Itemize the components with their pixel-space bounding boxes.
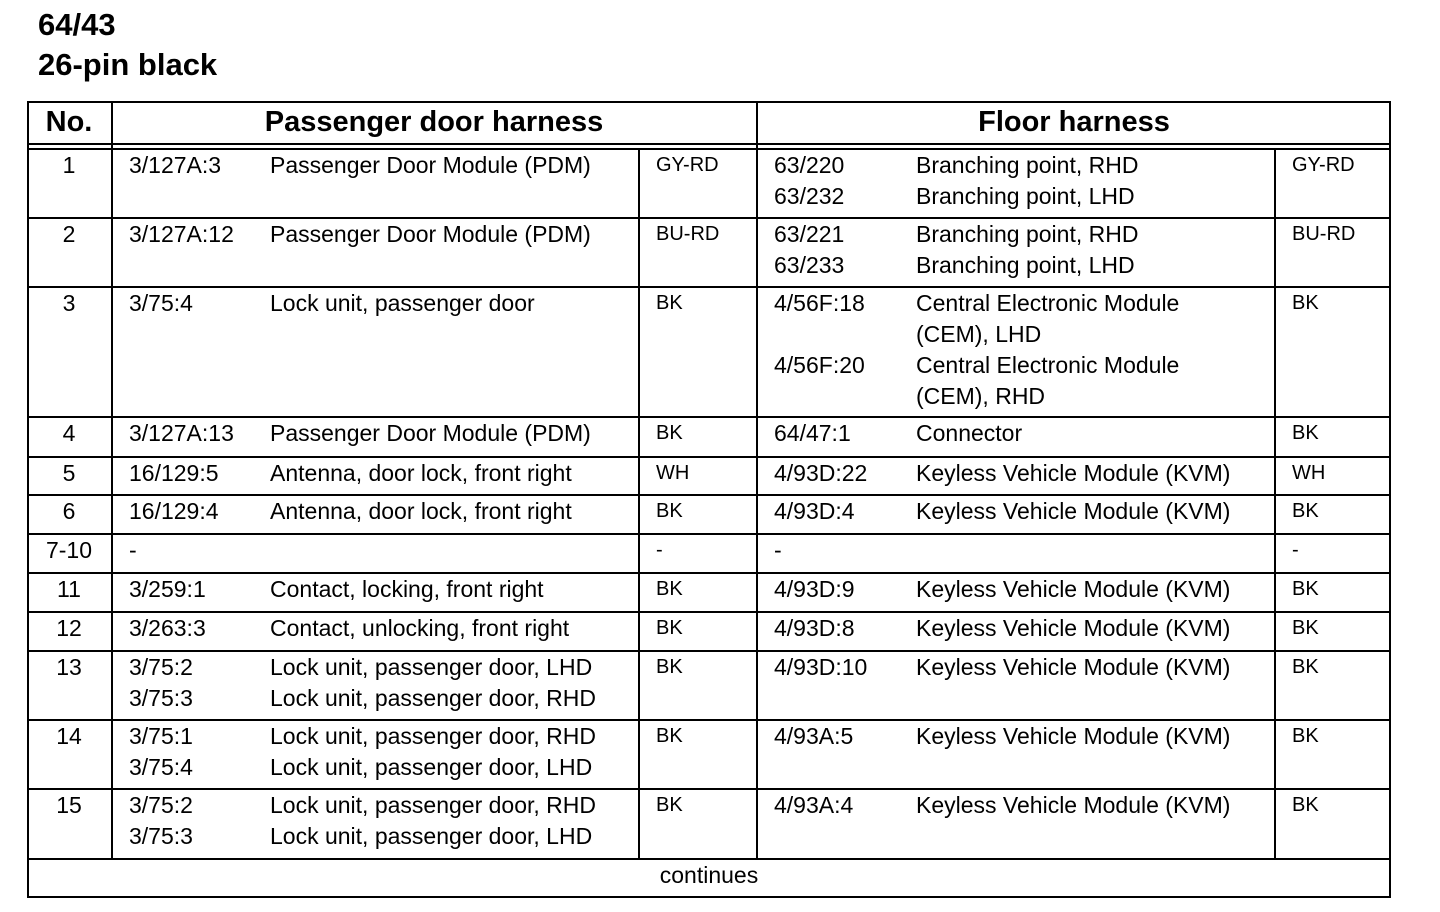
table-footer: continues (659, 862, 759, 888)
connector-description: 26-pin black (38, 47, 218, 82)
footer-rule (27, 858, 1391, 860)
floor-harness-wire-color: WH (1292, 462, 1326, 484)
passenger-door-wire-color: GY-RD (656, 154, 719, 176)
floor-harness-pin: 63/233 (774, 252, 845, 278)
table-border-right (1389, 101, 1391, 898)
floor-harness-wire-color: BK (1292, 617, 1319, 639)
floor-harness-component: Keyless Vehicle Module (KVM) (916, 723, 1231, 749)
pin-number: 5 (62, 460, 76, 486)
passenger-door-wire-color: BK (656, 578, 683, 600)
floor-harness-component: Connector (916, 420, 1023, 446)
passenger-door-pin: 3/75:2 (129, 654, 193, 680)
floor-harness-component: Branching point, LHD (916, 183, 1135, 209)
passenger-door-wire-color: BK (656, 794, 683, 816)
floor-harness-pin: 4/93A:4 (774, 792, 854, 818)
passenger-door-wire-color: BK (656, 500, 683, 522)
passenger-door-wire-color: BK (656, 292, 683, 314)
passenger-door-component: Lock unit, passenger door, LHD (270, 823, 593, 849)
floor-harness-pin: - (774, 537, 782, 563)
pin-number: 7-10 (45, 537, 93, 563)
passenger-door-wire-color: BU-RD (656, 223, 720, 245)
pin-number: 12 (56, 615, 82, 641)
floor-harness-pin: 63/232 (774, 183, 845, 209)
table-border-bottom (27, 896, 1391, 898)
pin-number: 4 (62, 420, 76, 446)
passenger-door-pin: 3/127A:13 (129, 420, 234, 446)
passenger-door-component: Lock unit, passenger door, LHD (270, 754, 593, 780)
floor-harness-pin: 64/47:1 (774, 420, 851, 446)
passenger-door-wire-color: WH (656, 462, 690, 484)
floor-harness-component: Central Electronic Module (916, 352, 1180, 378)
floor-harness-component: (CEM), LHD (916, 321, 1042, 347)
column-divider (638, 149, 640, 859)
floor-harness-pin: 4/56F:18 (774, 290, 865, 316)
passenger-door-component: Passenger Door Module (PDM) (270, 152, 591, 178)
passenger-door-pin: 3/75:4 (129, 754, 193, 780)
column-divider (756, 101, 758, 859)
passenger-door-pin: 16/129:5 (129, 460, 219, 486)
floor-harness-component: Keyless Vehicle Module (KVM) (916, 654, 1231, 680)
passenger-door-component: Lock unit, passenger door, RHD (270, 723, 597, 749)
passenger-door-pin: 3/75:2 (129, 792, 193, 818)
passenger-door-pin: 3/75:4 (129, 290, 193, 316)
floor-harness-pin: 4/93A:5 (774, 723, 854, 749)
passenger-door-component: Contact, unlocking, front right (270, 615, 570, 641)
passenger-door-pin: - (129, 537, 137, 563)
row-divider (27, 286, 1391, 288)
passenger-door-pin: 3/75:3 (129, 685, 193, 711)
passenger-door-wire-color: BK (656, 725, 683, 747)
connector-id: 64/43 (38, 7, 116, 42)
pin-number: 13 (56, 654, 82, 680)
row-divider (27, 533, 1391, 535)
pin-number: 2 (62, 221, 76, 247)
passenger-door-pin: 3/75:1 (129, 723, 193, 749)
floor-harness-wire-color: BK (1292, 578, 1319, 600)
floor-harness-component: Keyless Vehicle Module (KVM) (916, 615, 1231, 641)
passenger-door-component: Lock unit, passenger door, LHD (270, 654, 593, 680)
floor-harness-wire-color: BK (1292, 422, 1319, 444)
passenger-door-wire-color: - (656, 539, 663, 561)
floor-harness-component: (CEM), RHD (916, 383, 1046, 409)
floor-harness-wire-color: BU-RD (1292, 223, 1356, 245)
floor-harness-pin: 4/93D:10 (774, 654, 868, 680)
pinout-table (27, 101, 1391, 898)
table-border-top (27, 101, 1391, 103)
floor-harness-component: Branching point, RHD (916, 221, 1139, 247)
floor-harness-component: Keyless Vehicle Module (KVM) (916, 792, 1231, 818)
floor-harness-pin: 4/56F:20 (774, 352, 865, 378)
passenger-door-component: Contact, locking, front right (270, 576, 544, 602)
passenger-door-pin: 3/259:1 (129, 576, 206, 602)
passenger-door-wire-color: BK (656, 422, 683, 444)
floor-harness-wire-color: BK (1292, 292, 1319, 314)
floor-harness-wire-color: GY-RD (1292, 154, 1355, 176)
floor-harness-wire-color: BK (1292, 500, 1319, 522)
pin-number: 11 (57, 576, 81, 602)
floor-harness-pin: 63/220 (774, 152, 845, 178)
passenger-door-pin: 3/127A:12 (129, 221, 234, 247)
floor-harness-component: Keyless Vehicle Module (KVM) (916, 498, 1231, 524)
floor-harness-pin: 63/221 (774, 221, 845, 247)
floor-harness-wire-color: BK (1292, 656, 1319, 678)
header-rule (27, 143, 1391, 145)
column-header-floor-harness: Floor harness (978, 106, 1170, 138)
floor-harness-wire-color: - (1292, 539, 1299, 561)
floor-harness-component: Keyless Vehicle Module (KVM) (916, 460, 1231, 486)
passenger-door-component: Lock unit, passenger door, RHD (270, 685, 597, 711)
floor-harness-wire-color: BK (1292, 794, 1319, 816)
pin-number: 3 (62, 290, 76, 316)
floor-harness-component: Branching point, LHD (916, 252, 1135, 278)
floor-harness-wire-color: BK (1292, 725, 1319, 747)
floor-harness-component: Central Electronic Module (916, 290, 1180, 316)
passenger-door-wire-color: BK (656, 617, 683, 639)
column-header-no: No. (45, 106, 93, 138)
pin-number: 14 (56, 723, 82, 749)
passenger-door-component: Antenna, door lock, front right (270, 460, 572, 486)
column-divider (1274, 149, 1276, 859)
passenger-door-pin: 3/263:3 (129, 615, 206, 641)
passenger-door-component: Passenger Door Module (PDM) (270, 420, 591, 446)
passenger-door-component: Passenger Door Module (PDM) (270, 221, 591, 247)
pin-number: 15 (56, 792, 82, 818)
passenger-door-pin: 3/127A:3 (129, 152, 222, 178)
floor-harness-component: Branching point, RHD (916, 152, 1139, 178)
column-divider (111, 101, 113, 859)
passenger-door-pin: 16/129:4 (129, 498, 219, 524)
passenger-door-component: Lock unit, passenger door (270, 290, 535, 316)
floor-harness-pin: 4/93D:22 (774, 460, 868, 486)
floor-harness-component: Keyless Vehicle Module (KVM) (916, 576, 1231, 602)
floor-harness-pin: 4/93D:8 (774, 615, 855, 641)
passenger-door-wire-color: BK (656, 656, 683, 678)
passenger-door-component: Antenna, door lock, front right (270, 498, 572, 524)
pin-number: 6 (62, 498, 76, 524)
pin-number: 1 (62, 152, 76, 178)
passenger-door-component: Lock unit, passenger door, RHD (270, 792, 597, 818)
floor-harness-pin: 4/93D:9 (774, 576, 855, 602)
passenger-door-pin: 3/75:3 (129, 823, 193, 849)
column-header-passenger-door-harness: Passenger door harness (264, 106, 604, 138)
floor-harness-pin: 4/93D:4 (774, 498, 855, 524)
